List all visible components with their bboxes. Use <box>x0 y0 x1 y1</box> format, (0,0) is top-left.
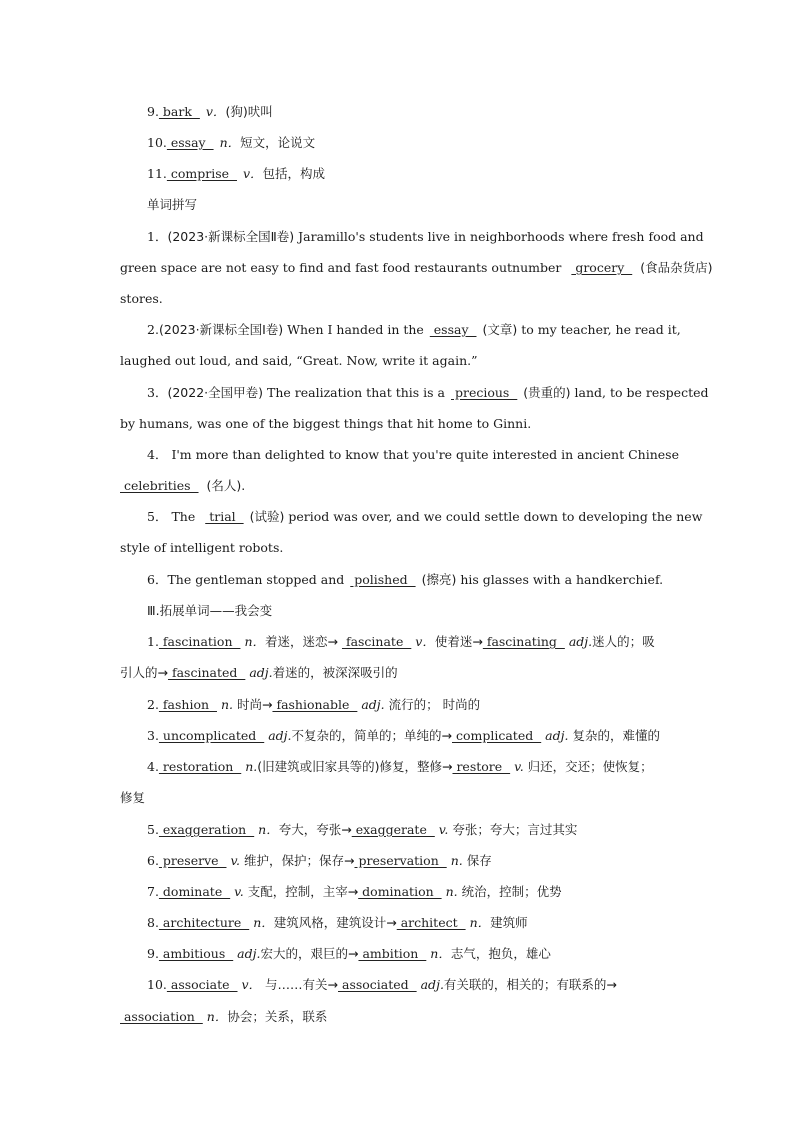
expand-item: 1. fascination n．着迷，迷恋→ fascinate v．使着迷→ fascinating adj.迷人的；吸 <box>147 634 655 649</box>
spelling-item: 1．(2023·新课标全国Ⅱ卷) Jaramillo's students live in neighborhoods where fresh food and <box>147 229 704 244</box>
answer: exaggerate <box>351 822 435 837</box>
answer: associated <box>338 977 417 992</box>
spelling-item: 5． The trial (试验) period was over, and we could settle down to developing the new <box>147 509 703 524</box>
expand-item: 8. architecture n．建筑风格，建筑设计→ architect n．建筑师 <box>147 915 528 930</box>
expand-item-cont: association n．协会；关系，联系 <box>120 1009 328 1024</box>
answer: fascinate <box>341 634 412 649</box>
spelling-item-cont: style of intelligent robots. <box>120 540 284 555</box>
spelling-item: 2.(2023·新课标全国Ⅰ卷) When I handed in the essay (文章) to my teacher, he read it, <box>147 322 681 337</box>
section-heading: 单词拼写 <box>147 197 198 212</box>
answer: dominate <box>158 884 231 899</box>
spelling-item: 3．(2022·全国甲卷) The realization that this is a precious (贵重的) land, to be respected <box>147 385 709 400</box>
answer: polished <box>350 572 416 587</box>
answer: essay <box>429 322 477 337</box>
answer: fashionable <box>272 697 358 712</box>
expand-item: 3. uncomplicated adj.不复杂的，简单的；单纯的→ complicated adj. 复杂的，难懂的 <box>147 728 660 743</box>
vocab-item: 10. essay n．短文，论说文 <box>147 135 316 150</box>
answer: fashion <box>158 697 217 712</box>
expand-item: 6. preserve v. 维护，保护；保存→ preservation n. 保存 <box>147 853 492 868</box>
answer: fascinating <box>482 634 565 649</box>
expand-item-cont: 引人的→ fascinated adj.着迷的，被深深吸引的 <box>120 665 398 680</box>
spelling-item-cont: celebrities (名人). <box>120 478 246 493</box>
answer: trial <box>205 509 244 524</box>
spelling-item-cont: green space are not easy to find and fast food restaurants outnumber grocery (食品杂货店) <box>120 260 713 275</box>
answer: association <box>120 1009 203 1024</box>
expand-item: 9. ambitious adj.宏大的，艰巨的→ ambition n．志气，抱负，雄心 <box>147 946 551 961</box>
spelling-item: 6．The gentleman stopped and polished (擦亮) his glasses with a handkerchief. <box>147 572 664 587</box>
answer: uncomplicated <box>158 728 265 743</box>
answer: comprise <box>166 166 237 181</box>
answer: bark <box>158 104 200 119</box>
expand-item: 5. exaggeration n．夸大，夸张→ exaggerate v. 夸张；夸大；言过其实 <box>147 822 578 837</box>
answer: architecture <box>158 915 250 930</box>
answer: fascinated <box>167 665 246 680</box>
answer: preservation <box>354 853 447 868</box>
answer: complicated <box>452 728 542 743</box>
answer: essay <box>166 135 214 150</box>
answer: precious <box>451 385 518 400</box>
answer: associate <box>166 977 238 992</box>
answer: ambitious <box>158 946 234 961</box>
spelling-item: 4． I'm more than delighted to know that you're quite interested in ancient Chinese <box>147 447 679 462</box>
spelling-item-cont: laughed out loud, and said, “Great. Now, write it again.” <box>120 353 478 368</box>
vocab-item: 9. bark v．(狗)吠叫 <box>147 104 273 119</box>
answer: grocery <box>571 260 633 275</box>
section-heading: Ⅲ.拓展单词——我会变 <box>147 603 273 618</box>
answer: architect <box>396 915 466 930</box>
expand-item: 10. associate v． 与……有关→ associated adj.有关联的，相关的；有联系的→ <box>147 977 617 992</box>
vocab-item: 11. comprise v．包括，构成 <box>147 166 326 181</box>
answer: domination <box>358 884 442 899</box>
answer: restore <box>452 759 511 774</box>
expand-item: 2. fashion n. 时尚→ fashionable adj. 流行的； 时尚的 <box>147 697 481 712</box>
answer: celebrities <box>120 478 199 493</box>
expand-item-cont: 修复 <box>120 790 146 805</box>
expand-item: 4. restoration n.(旧建筑或旧家具等的)修复，整修→ restore v. 归还，交还；使恢复； <box>147 759 653 774</box>
expand-item: 7. dominate v. 支配，控制，主宰→ domination n. 统治，控制；优势 <box>147 884 562 899</box>
answer: restoration <box>158 759 242 774</box>
answer: preserve <box>158 853 227 868</box>
spelling-item-cont: stores. <box>120 291 163 306</box>
answer: exaggeration <box>158 822 255 837</box>
spelling-item-cont: by humans, was one of the biggest things that hit home to Ginni. <box>120 416 532 431</box>
answer: fascination <box>158 634 241 649</box>
answer: ambition <box>358 946 427 961</box>
